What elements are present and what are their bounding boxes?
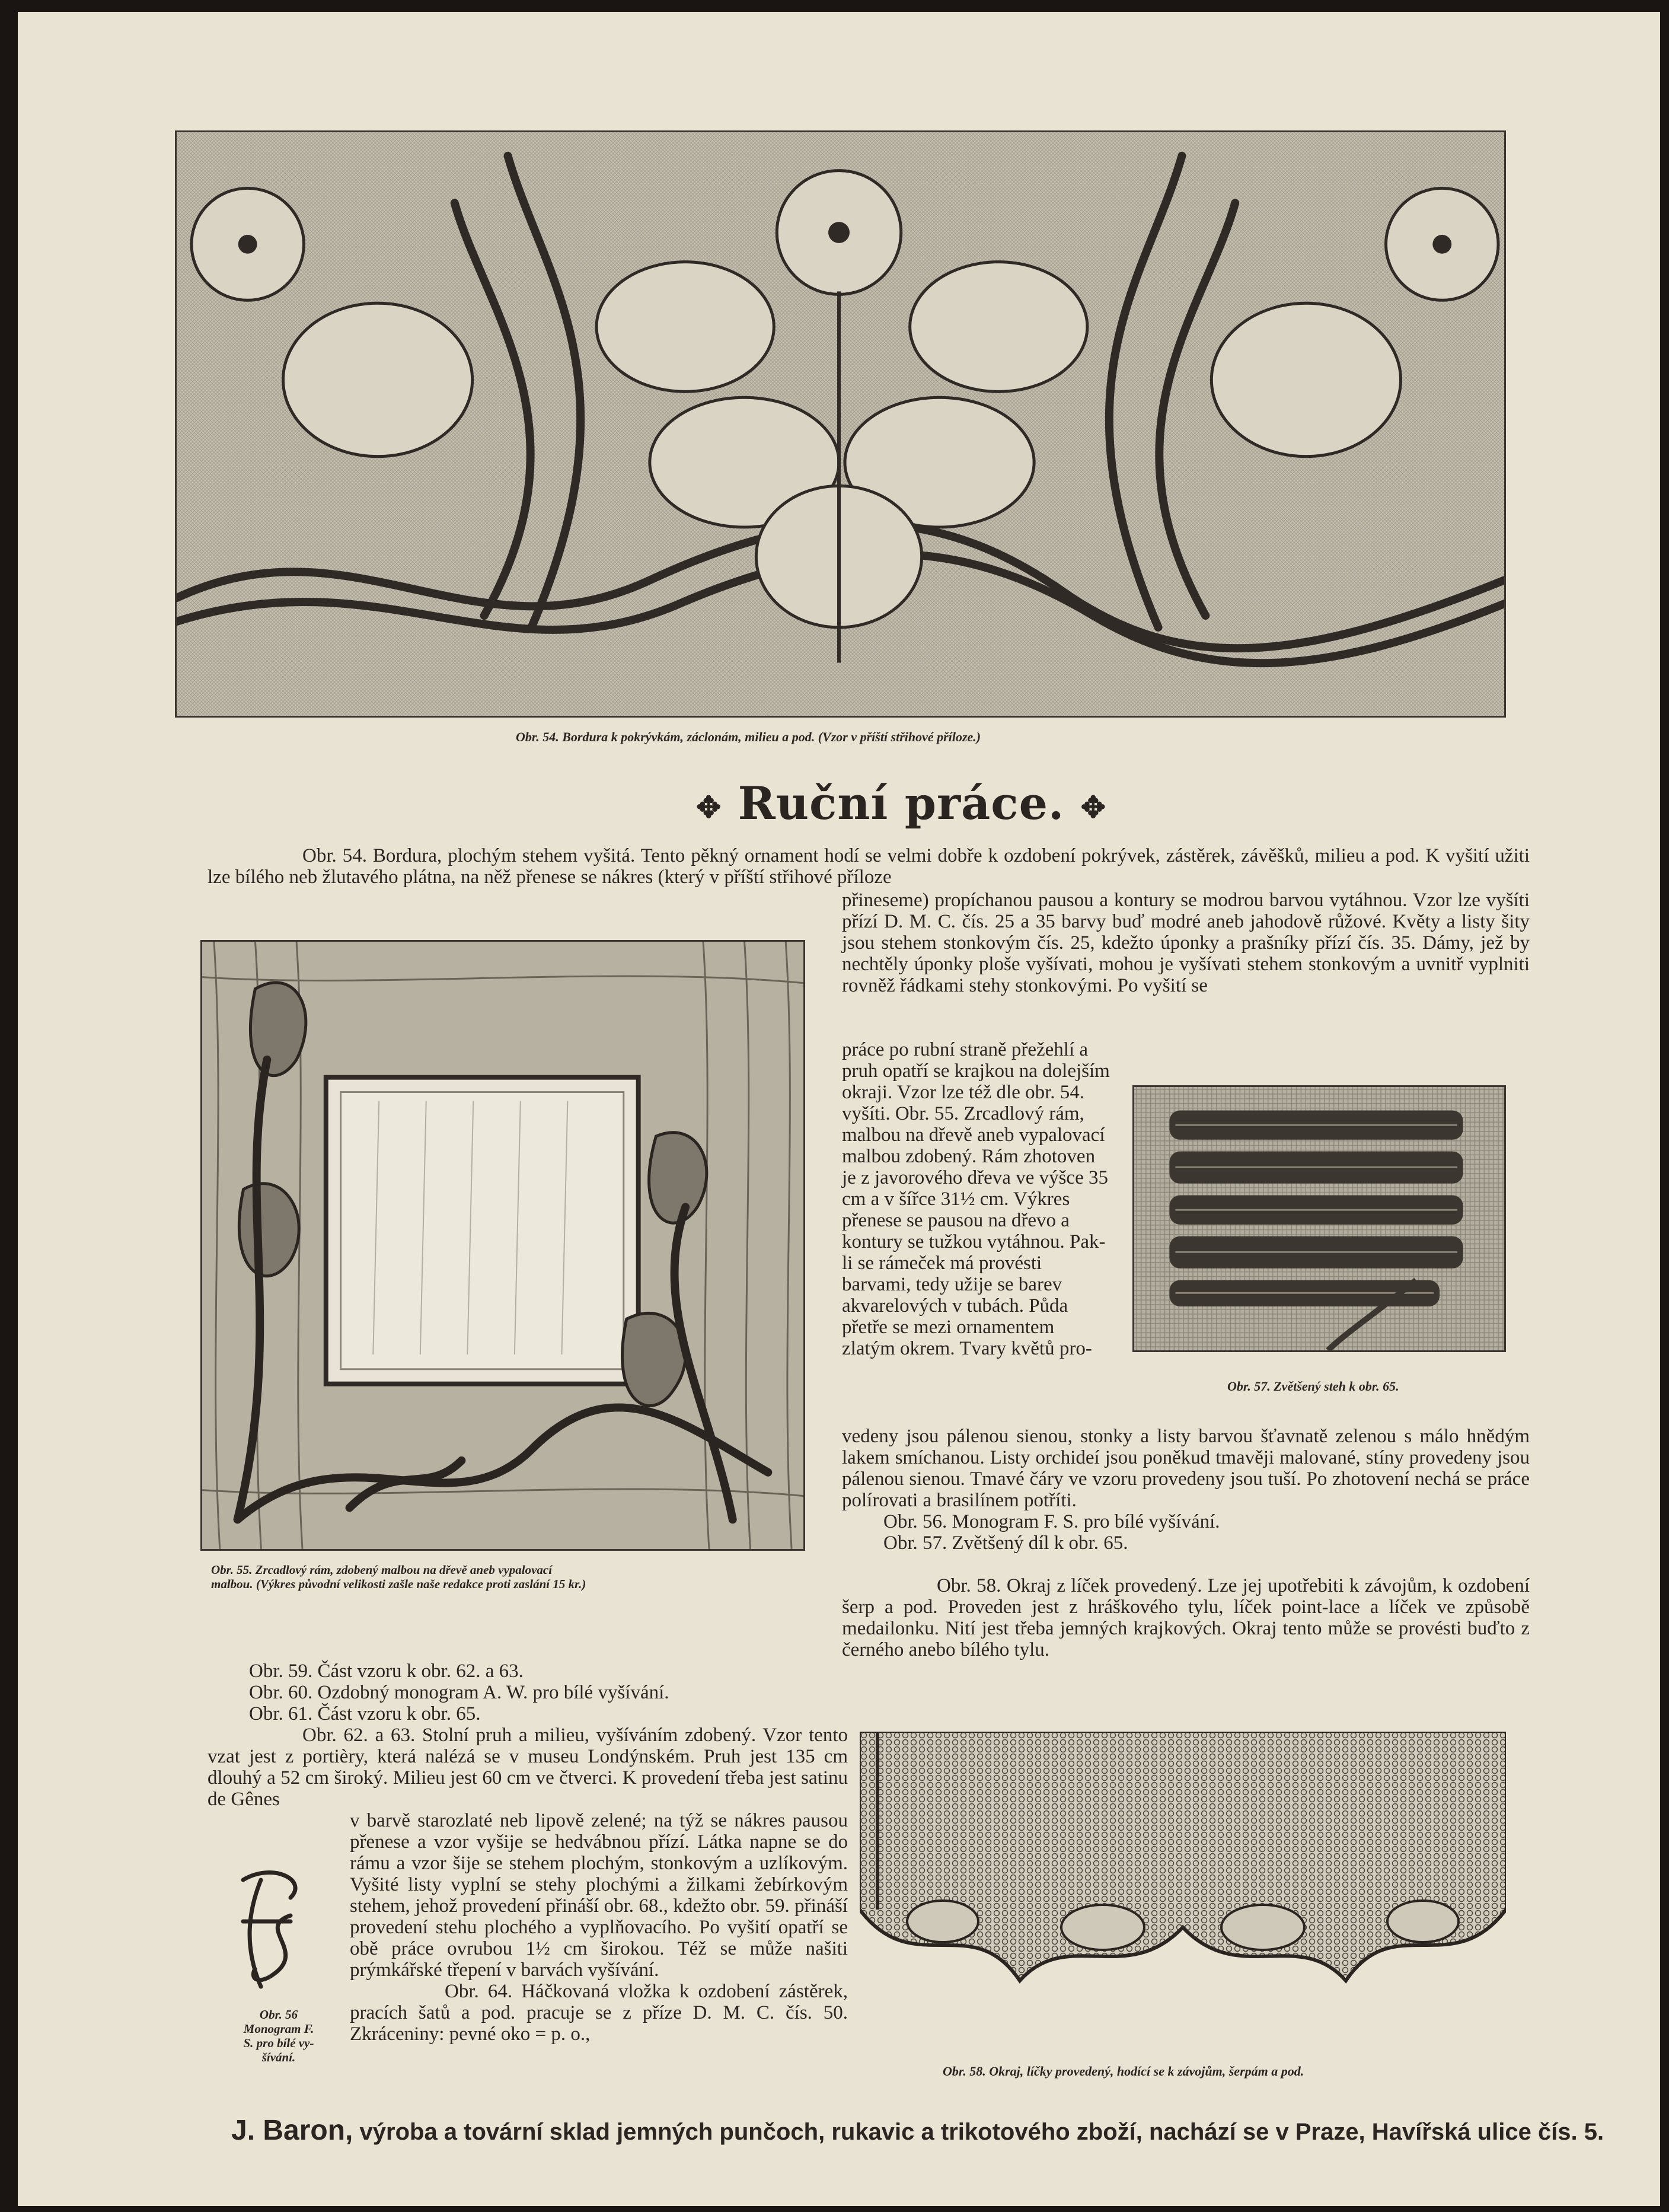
item-obr-59: Obr. 59. Část vzoru k obr. 62. a 63. (249, 1660, 524, 1682)
figure-56-caption-line-2: Monogram F. (243, 2022, 314, 2036)
narrow-column-text: práce po rubní straně přežehlí a pruh opatří se krajkou na dolejším okraji. Vzor lze též dle obr. 54. vyšíti. Obr. 55. Zrcadlový rám, malbou na dřevě aneb vypalovací malbou zdobený. Rám zhotoven je z javorového dřeva ve výšce 35 cm a v šířce 31½ cm. Výkres přenese se pausou na dřevo a kontury se tužkou vytáhnou. Pak-li se rámeček má provésti barvami, tedy užije se barev akvarelových v tubách. Půda přetře se mezi ornamentem zlatým okrem. Tvary květů pro- (842, 1039, 1110, 1359)
figure-55-caption-line-1: Obr. 55. Zrcadlový rám, zdobený malbou na dřevě aneb vypalovací (211, 1563, 553, 1577)
heading-ornament-left-icon: ✥ (696, 789, 722, 825)
figure-58-lace-edging-illustration (860, 1732, 1506, 2028)
figure-57-stitch-illustration (1132, 1085, 1506, 1352)
border-ornament-drawing (177, 132, 1504, 716)
obr-62-paragraph-b (350, 1810, 848, 1981)
intro-text: Obr. 54. Bordura, plochým stehem vyšitá. Tento pěkný ornament hodí se velmi dobře k ozdobení pokrývek, zástěrek, závěšků, milieu a pod. K vyšití užiti lze bílého neb žlutavého plátna, na něž přenese se nákres (který v příští střihové příloze (208, 845, 1530, 888)
figure-56-monogram-illustration (219, 1862, 320, 1999)
footer-advertisement (231, 2114, 1604, 2147)
figure-56-caption-line-4: šívání. (261, 2050, 296, 2064)
figure-58-caption: Obr. 58. Okraj, líčky provedený, hodící se k závojům, šerpám a pod. (943, 2064, 1304, 2079)
right-column-lower-text: vedeny jsou pálenou sienou, stonky a listy barvou šťavnatě zelenou s málo hnědým lakem smíchanou. Listy orchideí jsou poněkud tmavěji malované, stíny provedeny jsou pálenou sienou. Tmavé čáry ve vzoru provedeny jsou tuší. Po zhotovení nechá se práce polírovati a brasilínem potříti. (842, 1426, 1530, 1511)
item-obr-57: Obr. 57. Zvětšený díl k obr. 65. (883, 1532, 1128, 1554)
figure-56-caption (216, 2007, 341, 2064)
item-obr-60: Obr. 60. Ozdobný monogram A. W. pro bílé vyšívání. (249, 1682, 669, 1703)
item-obr-56: Obr. 56. Monogram F. S. pro bílé vyšívání. (883, 1511, 1220, 1532)
magazine-page (18, 12, 1660, 2206)
obr-64-paragraph (350, 1981, 848, 2045)
right-column-upper-text: přineseme) propíchanou pausou a kontury se modrou barvou vytáhnou. Vzor lze vyšíti přízí D. M. C. čís. 25 a 35 barvy buď modré aneb jahodově růžové. Květy a listy šity jsou stehem stonkovým čís. 25, kdežto úponky a prašníky přízí čís. 35. Dámy, jež by nechtěly úponky ploše vyšívati, mohou je vyšívati stehem stonkovým a uvnitř vyplniti rovněž řádkami stehy stonkovými. Po vyšití se (842, 890, 1530, 996)
obr-64-text: Obr. 64. Háčkovaná vložka k ozdobení zástěrek, pracích šatů a pod. pracuje se z příze D. M. C. čís. 50. Zkráceniny: pevné oko = p. o., (350, 1981, 848, 2045)
obr-58-text: Obr. 58. Okraj z líček provedený. Lze jej upotřebiti k závojům, k ozdobení šerp a pod. Proveden jest z hráškového tylu, líček point-lace a líček ve způsobě medailonku. Nití jest třeba jemných krajkových. Okraj tento může se provésti buďto z černého anebo bílého tylu. (842, 1575, 1530, 1660)
obr-62-text-b: v barvě starozlaté neb lipově zelené; na týž se nákres pausou přenese a vzor vyšije se hedvábnou přízí. Látka napne se do rámu a vzor šije se stehem plochým, stonkovým a uzlíkovým. Vyšité listy vyplní se stehy plochými a žilkami žebírkovým stehem, jehož provedení přináší obr. 68., kdežto obr. 59. přináší provedení stehu plochého a vyplňovacího. Po vyšití opatří se obě práce ovrubou 1½ cm širokou. Též se může našiti prýmkářské třepení v barvách vyšívání. (350, 1810, 848, 1981)
narrow-column (842, 1039, 1112, 1359)
figure-55-caption (211, 1563, 586, 1591)
right-column-upper (842, 890, 1530, 996)
figure-56-caption-line-1: Obr. 56 (259, 2007, 298, 2022)
left-items (208, 1660, 860, 1725)
item-obr-61: Obr. 61. Část vzoru k obr. 65. (249, 1703, 481, 1725)
obr-62-text-a: Obr. 62. a 63. Stolní pruh a milieu, vyšíváním zdobený. Vzor tento vzat jest z portièry, která nalézá se v museu Londýnském. Pruh jest 135 cm dlouhý a 52 cm široký. Milieu jest 60 cm ve čtverci. K provedení třeba jest satinu de Gênes (208, 1725, 848, 1810)
heading-ornament-right-icon: ✥ (1080, 789, 1106, 825)
lace-edging-drawing (860, 1732, 1506, 2028)
footer-text: výroba a tovární sklad jemných punčoch, rukavic a trikotového zboží, nachází se v Praze, Havířská ulice čís. 5. (359, 2119, 1604, 2145)
section-title: Ruční práce. (738, 777, 1065, 830)
obr-58-paragraph (842, 1575, 1530, 1660)
figure-55-mirror-frame-illustration (200, 940, 805, 1551)
section-heading (634, 777, 1168, 830)
figure-55-caption-line-2: malbou. (Výkres původní velikosti zašle naše redakce proti zaslání 15 kr.) (211, 1577, 586, 1591)
footer-brand: J. Baron, (231, 2115, 353, 2146)
stitch-closeup-drawing (1134, 1087, 1504, 1350)
obr-62-paragraph-a (208, 1725, 848, 1810)
right-column-lower (842, 1426, 1530, 1554)
figure-54-caption: Obr. 54. Bordura k pokrývkám, záclonám, milieu a pod. (Vzor v příští střihové příloze.) (516, 729, 981, 744)
figure-56-caption-line-3: S. pro bílé vy- (243, 2036, 314, 2050)
figure-54-border-illustration (175, 130, 1506, 718)
figure-57-caption: Obr. 57. Zvětšený steh k obr. 65. (1227, 1379, 1399, 1394)
intro-paragraph (208, 845, 1530, 888)
mirror-frame-drawing (202, 942, 803, 1549)
monogram-fs-drawing (219, 1862, 320, 1999)
